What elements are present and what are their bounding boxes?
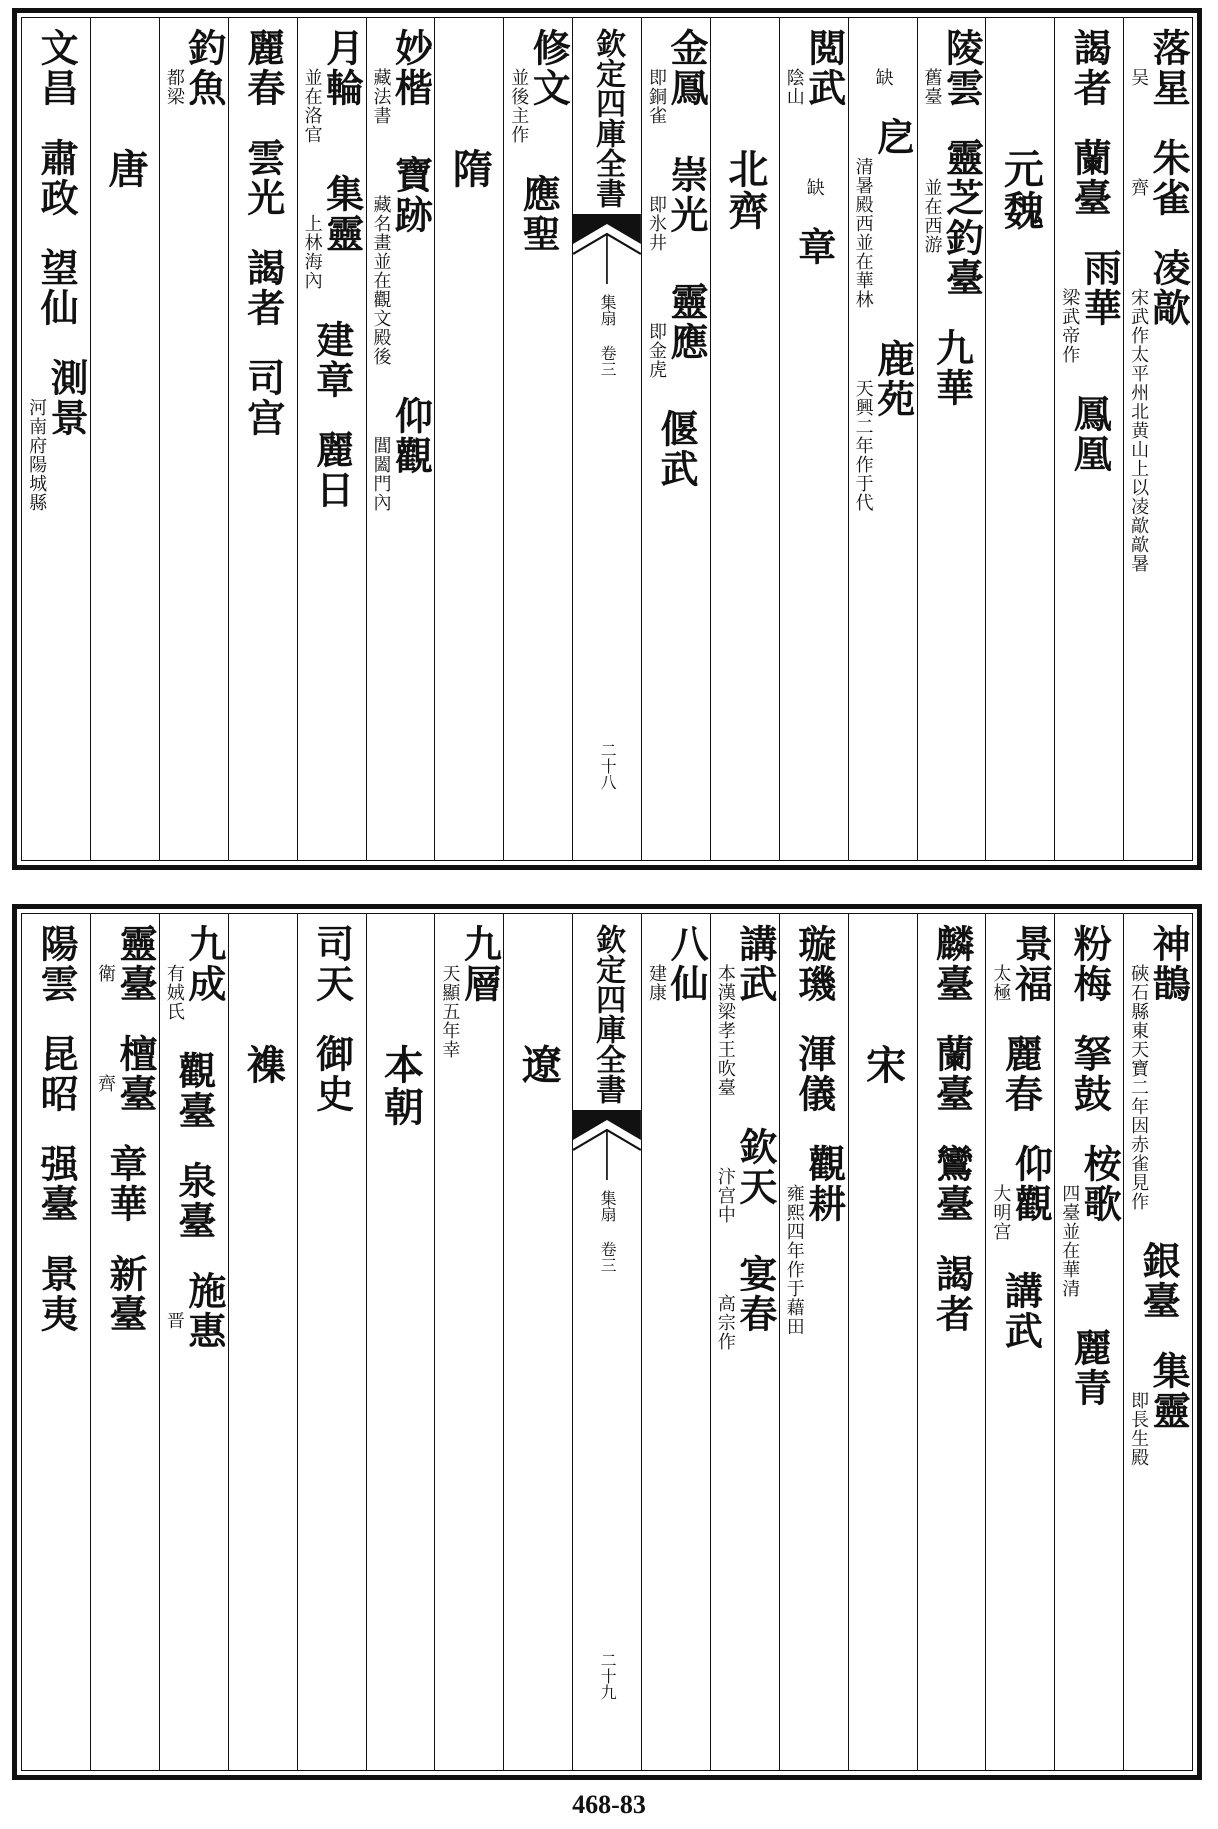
entry: [653, 409, 699, 489]
text-column: [297, 18, 366, 860]
entry-name: 謁者: [240, 248, 286, 328]
entry: [998, 1034, 1044, 1114]
entry-name: 崇光: [663, 155, 709, 235]
dynasty-heading: 本朝: [377, 1044, 425, 1128]
entry: [309, 430, 355, 510]
entry: [714, 1254, 778, 1351]
entry-annotation: 上林海內: [301, 214, 323, 290]
entry-name: 鸞臺: [929, 1144, 975, 1224]
entry: [645, 155, 709, 252]
entry-annotation: 即氷井: [645, 195, 667, 252]
column-content: [780, 924, 848, 1764]
text-column: [366, 18, 435, 860]
text-column: [366, 914, 435, 1770]
entry: [1128, 28, 1192, 108]
entry: [714, 924, 778, 1097]
text-column: [1054, 18, 1123, 860]
entry-annotation: 雍熙四年作于藉田: [783, 1184, 805, 1336]
text-column: [848, 18, 917, 860]
column-content: [91, 28, 159, 854]
entry-name: 景夷: [34, 1254, 80, 1334]
column-content: [298, 28, 366, 854]
entry: [163, 28, 227, 108]
entry-name: 施惠: [181, 1271, 227, 1351]
bottom-page-columns: [22, 914, 1192, 1770]
entry: [34, 1144, 80, 1224]
entry: [163, 924, 227, 1021]
entry: [1128, 248, 1192, 573]
entry: [171, 1161, 217, 1241]
entry: [783, 1144, 847, 1336]
volume-label: 集扇 卷三: [598, 294, 618, 377]
text-column: [22, 18, 90, 860]
entry-name: 陵雲: [939, 28, 985, 108]
entry: [34, 138, 80, 218]
leaf-number: 二十八: [598, 742, 618, 790]
entry: [990, 924, 1054, 1004]
column-content: [91, 924, 159, 1764]
text-column: [434, 914, 503, 1770]
entry: [163, 1271, 227, 1351]
dynasty-heading: 隋: [446, 148, 494, 190]
entry-annotation: 缺: [803, 178, 825, 197]
entry: [929, 924, 975, 1004]
entry-name: 新臺: [102, 1254, 148, 1334]
entry-name: 御史: [309, 1034, 355, 1114]
column-content: [849, 924, 917, 1764]
entry-name: 講武: [732, 924, 778, 1004]
entry-annotation: 太極: [990, 964, 1012, 1002]
entry-annotation: 四臺並在華清: [1059, 1184, 1081, 1298]
column-content: [573, 924, 641, 1764]
text-column: [159, 914, 228, 1770]
dynasty-heading: 宋: [859, 1044, 907, 1086]
entry-annotation: 宋武作太平州北黄山上以凌歊歊暑: [1128, 288, 1150, 573]
entry-annotation: 並後主作: [508, 68, 530, 144]
column-content: [780, 28, 848, 854]
column-content: [711, 924, 779, 1764]
entry: [1059, 1144, 1123, 1298]
text-column: [641, 914, 710, 1770]
text-column: [159, 18, 228, 860]
text-column: [641, 18, 710, 860]
entry: [921, 138, 985, 298]
bottom-page-inner-border: [21, 913, 1193, 1771]
entry: [1067, 138, 1113, 218]
entry-name: 麗春: [998, 1034, 1044, 1114]
entry: [240, 28, 286, 108]
entry: [94, 1034, 158, 1114]
text-column: [779, 914, 848, 1770]
text-column: [90, 18, 159, 860]
entry-name: 九華: [929, 328, 975, 408]
entry: [309, 320, 355, 400]
entry-annotation: 衛: [94, 964, 116, 983]
entry: [1128, 138, 1192, 218]
entry-name: 銀臺: [1136, 1241, 1182, 1321]
column-content: [1124, 28, 1192, 854]
entry: [240, 248, 286, 328]
entry-name: 麟臺: [929, 924, 975, 1004]
entry-annotation: 缺: [872, 68, 894, 87]
entry-name: 謁者: [929, 1254, 975, 1334]
entry-annotation: 都梁: [163, 68, 185, 106]
entry-name: 文昌: [34, 28, 80, 108]
entry-name: 謁者: [1067, 28, 1113, 108]
entry-annotation: 硤石縣東天寶二年因赤雀見作: [1128, 964, 1150, 1211]
column-content: [229, 28, 297, 854]
entry-annotation: 河南府陽城縣: [26, 398, 48, 512]
entry: [516, 174, 562, 254]
text-column: [848, 914, 917, 1770]
entry-annotation: 吴: [1128, 68, 1150, 87]
top-page-columns: [22, 18, 1192, 860]
entry: [34, 248, 80, 328]
entry: [34, 1254, 80, 1334]
entry-annotation: 即長生殿: [1128, 1391, 1150, 1467]
entry: [791, 227, 837, 267]
entry: [1136, 1241, 1182, 1321]
entry-name: 寶跡: [388, 155, 434, 235]
entry-name: 雲光: [240, 138, 286, 218]
text-column: [917, 914, 986, 1770]
entry-annotation: 閶闔門內: [370, 436, 392, 512]
entry-name: 觀耕: [801, 1144, 847, 1224]
entry-annotation: 並在西游: [921, 178, 943, 254]
entry: [645, 924, 709, 1004]
column-content: [1055, 924, 1123, 1764]
entry-name: 金鳳: [663, 28, 709, 108]
entry: [26, 358, 90, 512]
book-title: 欽定四庫全書: [590, 28, 626, 208]
entry: [1067, 394, 1113, 474]
entry: [929, 1034, 975, 1114]
entry-annotation: 齊: [1128, 178, 1150, 197]
entry: [791, 1034, 837, 1114]
text-column: [1123, 914, 1192, 1770]
book-title: 欽定四庫全書: [590, 924, 626, 1104]
entry-name: 集靈: [1146, 1351, 1192, 1431]
column-content: [160, 924, 228, 1764]
entry-name: 昆昭: [34, 1034, 80, 1114]
entry-name: 强臺: [34, 1144, 80, 1224]
entry: [929, 328, 975, 408]
text-column: [22, 914, 90, 1770]
entry-name: 拏鼓: [1067, 1034, 1113, 1114]
entry: [805, 138, 823, 197]
entry: [852, 339, 916, 512]
column-content: [160, 28, 228, 854]
text-column: [228, 914, 297, 1770]
entry-name: 粉梅: [1067, 924, 1113, 1004]
text-column: [1123, 18, 1192, 860]
entry-name: 九層: [457, 924, 503, 1004]
volume-label: 集扇 卷三: [598, 1190, 618, 1273]
entry-name: 鳳凰: [1067, 394, 1113, 474]
entry: [34, 1034, 80, 1114]
entry: [1067, 28, 1113, 108]
column-content: [367, 28, 435, 854]
dynasty-heading: 元魏: [997, 148, 1045, 232]
text-column: [1054, 914, 1123, 1770]
entry: [714, 1127, 778, 1224]
top-page-inner-border: [21, 17, 1193, 861]
column-content: [435, 924, 503, 1764]
column-content: [367, 924, 435, 1764]
entry-name: 閲武: [801, 28, 847, 108]
entry: [309, 924, 355, 1004]
entry: [370, 396, 434, 512]
entry-name: 宴春: [732, 1254, 778, 1334]
text-column: [503, 18, 572, 860]
column-content: [986, 924, 1054, 1764]
text-column: [710, 914, 779, 1770]
entry-annotation: 梁武帝作: [1059, 288, 1081, 364]
text-column: [985, 18, 1054, 860]
column-content: [504, 924, 572, 1764]
entry: [370, 28, 434, 125]
entry-name: 望仙: [34, 248, 80, 328]
leaf-number: 二十九: [598, 1652, 618, 1700]
column-content: [229, 924, 297, 1764]
entry-name: 朱雀: [1146, 138, 1192, 218]
page-number-footer: 468-83: [572, 1790, 646, 1819]
column-content: [504, 28, 572, 854]
entry-name: 雨華: [1077, 248, 1123, 328]
entry: [102, 1254, 148, 1334]
entry: [921, 28, 985, 108]
entry-name: 仰觀: [388, 396, 434, 476]
column-content: [435, 28, 503, 854]
entry-name: 修文: [526, 28, 572, 108]
entry-name: 仰觀: [1008, 1144, 1054, 1224]
column-content: [573, 28, 641, 854]
entry-name: 釣魚: [181, 28, 227, 108]
entry: [508, 28, 572, 144]
entry-name: 司宫: [240, 358, 286, 438]
entry-name: 戹: [870, 117, 916, 157]
column-content: [711, 28, 779, 854]
entry: [301, 174, 365, 290]
entry-annotation: 汴宫中: [714, 1167, 736, 1224]
entry-name: 凌歊: [1146, 248, 1192, 328]
entry-annotation: 本漢梁孝王吹臺: [714, 964, 736, 1097]
entry-name: 偃武: [653, 409, 699, 489]
entry-annotation: 建康: [645, 964, 667, 1002]
entry: [240, 138, 286, 218]
entry-name: 麗青: [1067, 1328, 1113, 1408]
entry: [852, 117, 916, 309]
entry: [171, 1051, 217, 1131]
text-column: [228, 18, 297, 860]
column-content: [986, 28, 1054, 854]
entry: [1067, 1328, 1113, 1408]
entry-annotation: 齊: [94, 1074, 116, 1093]
center-gutter-column: [572, 18, 641, 860]
entry-name: 欽天: [732, 1127, 778, 1207]
text-column: [917, 18, 986, 860]
entry-name: 落星: [1146, 28, 1192, 108]
entry-name: 璇璣: [791, 924, 837, 1004]
entry-name: 觀臺: [171, 1051, 217, 1131]
entry-name: 靈應: [663, 282, 709, 362]
entry-name: 桉歌: [1077, 1144, 1123, 1224]
entry: [1067, 924, 1113, 1004]
text-column: [710, 18, 779, 860]
entry-name: 神鵲: [1146, 924, 1192, 1004]
entry-name: 八仙: [663, 924, 709, 1004]
column-content: [918, 28, 986, 854]
entry: [929, 1144, 975, 1224]
entry-name: 月輪: [319, 28, 365, 108]
entry-name: 章華: [102, 1144, 148, 1224]
entry-name: 九成: [181, 924, 227, 1004]
column-content: [298, 924, 366, 1764]
entry: [370, 155, 434, 366]
entry: [998, 1271, 1044, 1351]
text-column: [985, 914, 1054, 1770]
entry-name: 肅政: [34, 138, 80, 218]
entry-name: 蘭臺: [1067, 138, 1113, 218]
entry: [301, 28, 365, 144]
entry-name: 司天: [309, 924, 355, 1004]
entry-annotation: 藏名畫並在觀文殿後: [370, 195, 392, 366]
entry: [439, 924, 503, 1059]
entry: [309, 1034, 355, 1114]
entry: [1067, 1034, 1113, 1114]
entry: [240, 358, 286, 438]
entry-name: 妙楷: [388, 28, 434, 108]
entry-name: 建章: [309, 320, 355, 400]
entry-annotation: 並在洛官: [301, 68, 323, 144]
entry-annotation: 大明宫: [990, 1184, 1012, 1241]
entry-name: 靈芝釣臺: [939, 138, 985, 298]
fishtail-ornament: [573, 214, 641, 284]
entry-name: 靈臺: [112, 924, 158, 1004]
entry: [791, 924, 837, 1004]
column-content: [1124, 924, 1192, 1764]
entry: [102, 1144, 148, 1224]
entry: [990, 1144, 1054, 1241]
entry-name: 麗日: [309, 430, 355, 510]
center-gutter-column: [572, 914, 641, 1770]
entry: [1059, 248, 1123, 364]
entry-annotation: 有娀氏: [163, 964, 185, 1021]
entry-annotation: 清暑殿西並在華林: [852, 157, 874, 309]
column-content: [849, 28, 917, 854]
fishtail-ornament: [573, 1110, 641, 1180]
entry-name: 陽雲: [34, 924, 80, 1004]
entry-annotation: 即銅雀: [645, 68, 667, 125]
entry-name: 麗春: [240, 28, 286, 108]
entry-name: 應聖: [516, 174, 562, 254]
entry-name: 景福: [1008, 924, 1054, 1004]
top-book-page: [12, 8, 1202, 870]
entry-name: 蘭臺: [929, 1034, 975, 1114]
entry-name: 章: [791, 227, 837, 267]
entry: [645, 282, 709, 379]
text-column: [434, 18, 503, 860]
text-column: [297, 914, 366, 1770]
column-content: [642, 28, 710, 854]
entry-annotation: 藏法書: [370, 68, 392, 125]
entry-annotation: 天顯五年幸: [439, 964, 461, 1059]
entry: [1128, 924, 1192, 1211]
entry: [874, 28, 892, 87]
dynasty-heading: 北齊: [721, 148, 769, 232]
text-column: [779, 18, 848, 860]
entry-name: 測景: [44, 358, 90, 438]
entry: [1128, 1351, 1192, 1467]
column-content: [22, 924, 90, 1764]
entry: [929, 1254, 975, 1334]
entry: [783, 28, 847, 108]
entry-name: 集靈: [319, 174, 365, 254]
text-column: [503, 914, 572, 1770]
entry: [34, 28, 80, 108]
bottom-book-page: [12, 904, 1202, 1780]
column-content: [1055, 28, 1123, 854]
entry-annotation: 晋: [163, 1311, 185, 1330]
column-content: [22, 28, 90, 854]
entry-annotation: 即金虎: [645, 322, 667, 379]
entry-name: 泉臺: [171, 1161, 217, 1241]
column-content: [642, 924, 710, 1764]
entry-annotation: 天興二年作于代: [852, 379, 874, 512]
column-content: [918, 924, 986, 1764]
entry: [34, 924, 80, 1004]
entry: [645, 28, 709, 125]
entry-annotation: 高宗作: [714, 1294, 736, 1351]
dynasty-heading: 襍: [239, 1044, 287, 1086]
dynasty-heading: 唐: [101, 148, 149, 190]
text-column: [90, 914, 159, 1770]
dynasty-heading: 遼: [515, 1044, 563, 1086]
entry: [94, 924, 158, 1004]
entry-name: 渾儀: [791, 1034, 837, 1114]
entry-name: 講武: [998, 1271, 1044, 1351]
entry-annotation: 舊臺: [921, 68, 943, 106]
entry-annotation: 陰山: [783, 68, 805, 106]
entry-name: 檀臺: [112, 1034, 158, 1114]
entry-name: 鹿苑: [870, 339, 916, 419]
